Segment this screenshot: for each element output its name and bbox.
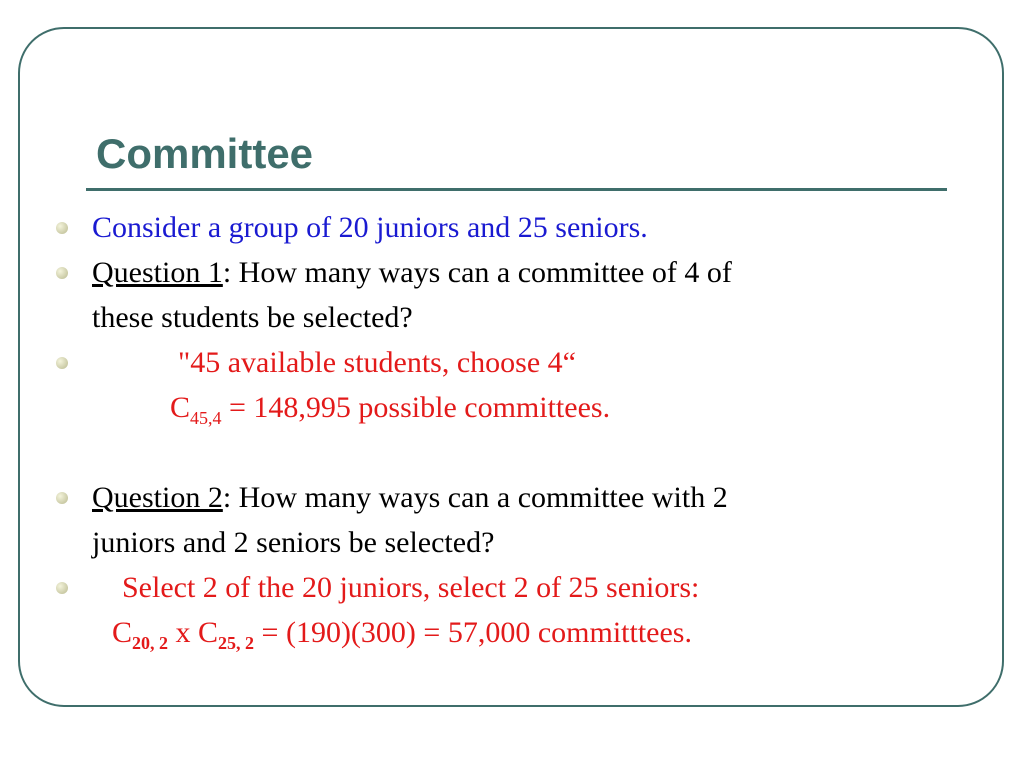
slide-body: [52, 205, 952, 655]
question-1-text-cont: these students be selected?: [92, 301, 413, 334]
bullet-item-question-2: [52, 475, 952, 565]
question-2-text: : How many ways can a committee with 2: [222, 481, 728, 514]
title-divider: [86, 188, 947, 191]
answer-1-subscript: 45,4: [190, 408, 222, 428]
question-2-label: Question 2: [92, 481, 223, 514]
answer-1-line-1: "45 available students, choose 4“: [178, 346, 576, 379]
intro-text: Consider a group of 20 juniors and 25 seniors.: [92, 211, 648, 244]
answer-2-formula: [92, 610, 952, 655]
bullet-icon: [56, 492, 68, 504]
bullet-item-intro: [52, 205, 952, 250]
answer-1-result: = 148,995 possible committees.: [221, 391, 611, 424]
answer-1-formula: [92, 385, 952, 430]
answer-2-times: x: [168, 616, 199, 649]
answer-2-combination-2: C: [198, 616, 219, 649]
answer-2-result: = (190)(300) = 57,000 committtees.: [254, 616, 692, 649]
bullet-icon: [56, 267, 68, 279]
question-1-text: : How many ways can a committee of 4 of: [222, 256, 732, 289]
answer-2-subscript-2: 25, 2: [218, 633, 255, 653]
question-1-label: Question 1: [92, 256, 223, 289]
answer-2-combination-1: C: [112, 616, 133, 649]
answer-2-line-1: Select 2 of the 20 juniors, select 2 of 25 seniors:: [122, 571, 700, 604]
bullet-item-answer-2: [52, 565, 952, 655]
bullet-icon: [56, 222, 68, 234]
answer-2-subscript-1: 20, 2: [132, 633, 169, 653]
bullet-icon: [56, 357, 68, 369]
slide-title: Committee: [96, 130, 314, 177]
bullet-icon: [56, 582, 68, 594]
bullet-item-answer-1: [52, 340, 952, 430]
question-2-text-cont: juniors and 2 seniors be selected?: [92, 526, 495, 559]
spacer: [52, 430, 952, 475]
bullet-item-question-1: [52, 250, 952, 340]
answer-1-combination-symbol: C: [170, 391, 191, 424]
